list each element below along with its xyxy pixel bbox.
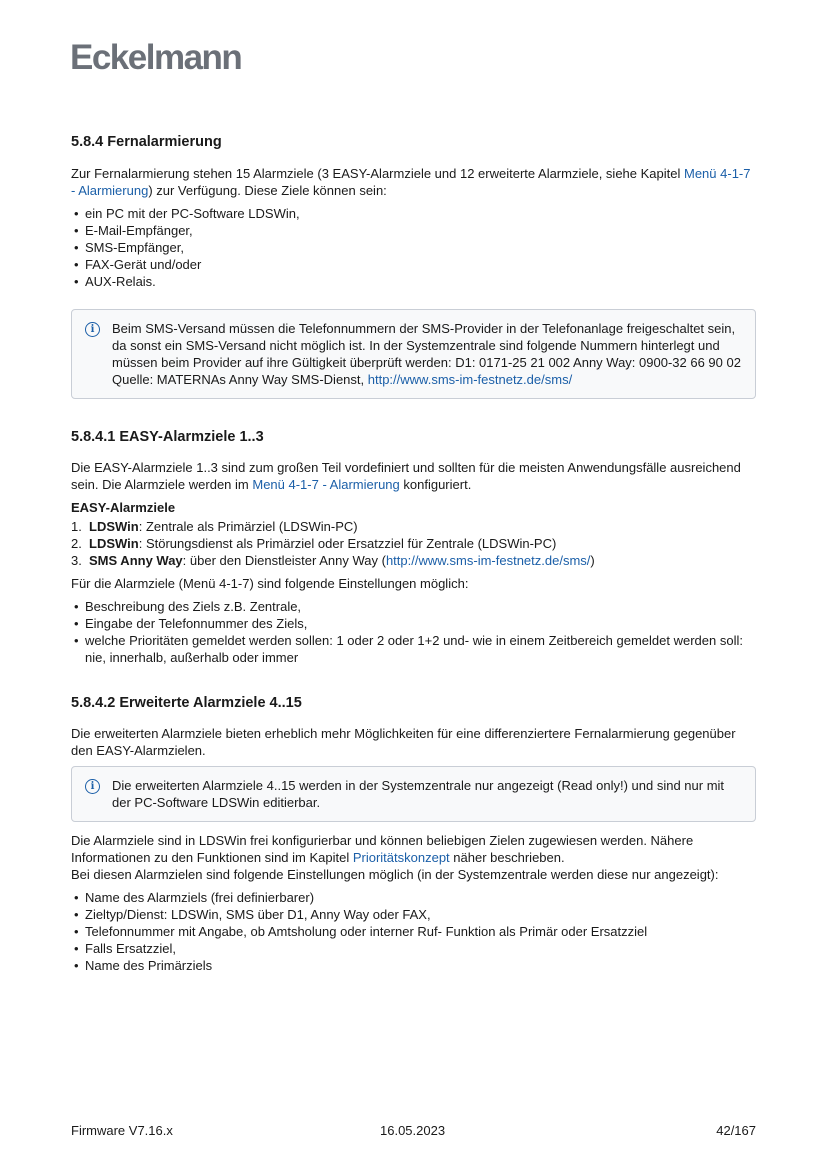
- link-prioritaetskonzept[interactable]: Prioritätskonzept: [352, 850, 450, 865]
- page-content: [71, 133, 756, 980]
- sms-note-box: [71, 309, 756, 399]
- info-icon: i: [85, 779, 100, 794]
- easy-settings-list: [71, 598, 756, 666]
- easy-targets-label: EASY-Alarmziele: [71, 500, 176, 515]
- info-icon: i: [85, 322, 100, 337]
- list-item: • Eingabe der Telefonnummer des Ziels,: [71, 615, 756, 632]
- link-menu-alarmierung-2[interactable]: Menü 4-1-7 - Alarmierung: [252, 477, 400, 492]
- list-item: • E-Mail-Empfänger,: [71, 222, 756, 239]
- list-item: 1. LDSWin: Zentrale als Primärziel (LDSWin-PC): [71, 519, 358, 534]
- list-item: • FAX-Gerät und/oder: [71, 256, 756, 273]
- company-logo: Eckelmann: [70, 38, 242, 77]
- list-item: • SMS-Empfänger,: [71, 239, 756, 256]
- list-item: • Name des Primärziels: [71, 957, 756, 974]
- list-item: 2. LDSWin: Störungsdienst als Primärziel oder Ersatzziel für Zentrale (LDSWin-PC): [71, 536, 557, 551]
- note-text: Beim SMS-Versand müssen die Telefonnummern der SMS-Provider in der Telefonanlage freigeschaltet sein, da sonst ein SMS-Versand nicht möglich ist. In der Systemzentrale sind folgende Nummern hinterlegt und müssen beim Provider auf ihre Gültigkeit überprüft werden: D1: 0171-25 21 002 Anny Way: 0900-32 66 90 02 Quelle: MATERNAs Anny Way SMS-Dienst,: [112, 321, 741, 387]
- section-5842-para: Die Alarmziele sind in LDSWin frei konfigurierbar und können beliebigen Zielen zugewiesen werden. Nähere Informationen zu den Funktionen sind im Kapitel Prioritätskonzept näher beschrieben.: [71, 833, 694, 865]
- list-item: • Beschreibung des Ziels z.B. Zentrale,: [71, 598, 756, 615]
- section-5842-intro: Die erweiterten Alarmziele bieten erheblich mehr Möglichkeiten für eine differenziertere Fernalarmierung gegenüber den EASY-Alarmzielen.: [71, 726, 736, 758]
- footer-date: 16.05.2023: [380, 1123, 446, 1138]
- link-sms-festnetz[interactable]: http://www.sms-im-festnetz.de/sms/: [367, 372, 573, 387]
- list-item: 3. SMS Anny Way: über den Dienstleister Anny Way (http://www.sms-im-festnetz.de/sms/): [71, 553, 595, 568]
- list-item: • welche Prioritäten gemeldet werden sollen: 1 oder 2 oder 1+2 und- wie in einem Zeitbereich gemeldet werden soll: nie, innerhalb, außerhalb oder immer: [71, 632, 756, 666]
- section-5842-para2: Bei diesen Alarmzielen sind folgende Einstellungen möglich (in der Systemzentrale werden diese nur angezeigt):: [71, 867, 719, 882]
- list-item: • Name des Alarmziels (frei definierbarer): [71, 889, 756, 906]
- page-number: 42/167: [716, 1123, 756, 1138]
- target-list: [71, 205, 756, 290]
- link-sms-festnetz-2[interactable]: http://www.sms-im-festnetz.de/sms/: [385, 553, 591, 568]
- section-5841-intro: Die EASY-Alarmziele 1..3 sind zum großen Teil vordefiniert und sollten für die meisten Anwendungsfälle ausreichend sein. Die Alarmziele werden im Menü 4-1-7 - Alarmierung konfiguriert.: [71, 460, 741, 492]
- section-heading-5841: 5.8.4.1 EASY-Alarmziele 1..3: [71, 429, 264, 445]
- settings-intro: Für die Alarmziele (Menü 4-1-7) sind folgende Einstellungen möglich:: [71, 576, 469, 591]
- list-item: • AUX-Relais.: [71, 273, 756, 290]
- list-item: • ein PC mit der PC-Software LDSWin,: [71, 205, 756, 222]
- extended-settings-list: [71, 889, 756, 974]
- list-item: • Telefonnummer mit Angabe, ob Amtsholung oder interner Ruf- Funktion als Primär oder Ersatzziel: [71, 923, 756, 940]
- list-item: • Falls Ersatzziel,: [71, 940, 756, 957]
- section-heading-5842: 5.8.4.2 Erweiterte Alarmziele 4..15: [71, 695, 302, 711]
- readonly-note-box: [71, 766, 756, 822]
- link-menu-alarmierung[interactable]: Menü 4-1-7 - Alarmierung: [71, 166, 751, 198]
- note-text: Die erweiterten Alarmziele 4..15 werden in der Systemzentrale nur angezeigt (Read only!) und sind nur mit der PC-Software LDSWin editierbar.: [112, 778, 725, 810]
- firmware-version: Firmware V7.16.x: [71, 1123, 173, 1138]
- easy-target-list: [71, 518, 756, 569]
- section-584-intro: Zur Fernalarmierung stehen 15 Alarmziele (3 EASY-Alarmziele und 12 erweiterte Alarmziele, siehe Kapitel Menü 4-1-7 - Alarmierung) zur Verfügung. Diese Ziele können sein:: [71, 166, 751, 198]
- section-heading-584: 5.8.4 Fernalarmierung: [71, 134, 222, 150]
- list-item: • Zieltyp/Dienst: LDSWin, SMS über D1, Anny Way oder FAX,: [71, 906, 756, 923]
